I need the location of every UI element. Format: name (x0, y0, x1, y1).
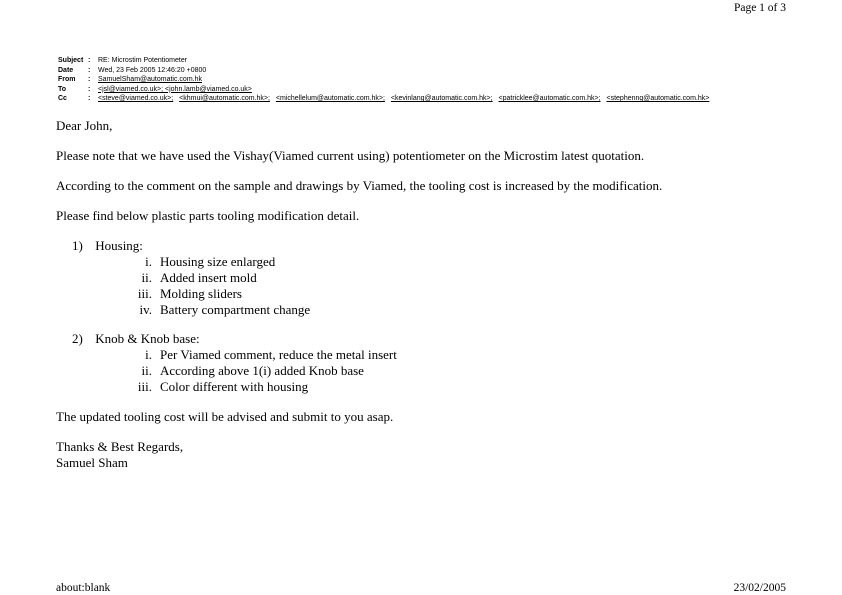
paragraph-vishay: Please note that we have used the Vishay(Viamed current using) potentiometer on the Microstim latest quotation. (56, 148, 645, 163)
section-title: Housing: (95, 238, 143, 253)
separator: : (88, 85, 91, 93)
section-number: 1) (72, 238, 83, 253)
date-value: Wed, 23 Feb 2005 12:46:20 +0800 (98, 66, 207, 74)
section-title: Knob & Knob base: (95, 331, 200, 346)
cc-label: Cc (58, 95, 67, 102)
subject-label: Subject (58, 57, 84, 64)
section-knob-heading (72, 331, 816, 347)
from-label: From (58, 76, 76, 83)
list-numeral: ii. (141, 363, 152, 378)
list-text: Battery compartment change (160, 302, 311, 317)
cc-recipient[interactable]: <stephenng@automatic.com.hk> (606, 95, 710, 102)
cc-recipient[interactable]: <patricklee@automatic.com.hk>; (498, 95, 601, 102)
list-numeral: iv. (139, 302, 152, 317)
list-text: Color different with housing (160, 379, 309, 394)
list-text: Per Viamed comment, reduce the metal insert (160, 347, 397, 362)
list-text: Housing size enlarged (160, 254, 276, 269)
cc-recipient[interactable]: <khmui@automatic.com.hk>; (179, 95, 270, 102)
paragraph-tooling-cost: According to the comment on the sample and drawings by Viamed, the tooling cost is increased by the modification. (56, 178, 663, 193)
to-value[interactable]: <jsl@viamed.co.uk>; <john.lamb@viamed.co.uk> (98, 85, 252, 93)
separator: : (88, 76, 91, 83)
date-row (58, 66, 713, 76)
list-numeral: iii. (137, 379, 152, 394)
subject-row (58, 56, 713, 66)
cc-recipient[interactable]: <kevinlang@automatic.com.hk>; (390, 95, 493, 102)
list-numeral: ii. (141, 270, 152, 285)
list-item (56, 286, 816, 302)
email-body (56, 118, 816, 471)
cc-recipient[interactable]: <steve@viamed.co.uk>; (98, 95, 174, 102)
to-label: To (58, 85, 67, 93)
signoff: Thanks & Best Regards, (56, 439, 184, 454)
list-item (56, 302, 816, 318)
paragraph-closing: The updated tooling cost will be advised and submit to you asap. (56, 409, 394, 424)
cc-recipient[interactable]: <michellelum@automatic.com.hk>; (275, 95, 385, 102)
cc-recipients (98, 94, 713, 104)
footer-date: 23/02/2005 (733, 582, 786, 594)
list-numeral: iii. (137, 286, 152, 301)
subject-value: RE: Microstim Potentiometer (98, 57, 188, 64)
separator: : (88, 66, 91, 74)
list-numeral: i. (145, 254, 152, 269)
paragraph-modification-detail: Please find below plastic parts tooling modification detail. (56, 208, 360, 223)
list-text: Added insert mold (160, 270, 257, 285)
page-indicator: Page 1 of 3 (733, 2, 786, 14)
separator: : (88, 57, 91, 64)
greeting: Dear John, (56, 118, 113, 133)
list-numeral: i. (145, 347, 152, 362)
list-item (56, 347, 816, 363)
signature: Samuel Sham (56, 455, 128, 470)
section-number: 2) (72, 331, 83, 346)
list-text: Molding sliders (160, 286, 242, 301)
cc-row (58, 94, 713, 104)
from-row (58, 75, 713, 85)
list-text: According above 1(i) added Knob base (160, 363, 364, 378)
date-label: Date (58, 66, 74, 74)
to-row (58, 85, 713, 95)
list-item (56, 363, 816, 379)
from-value[interactable]: SamuelSham@automatic.com.hk (98, 76, 202, 83)
list-item (56, 270, 816, 286)
separator: : (88, 95, 91, 102)
section-housing-heading (72, 238, 816, 254)
list-item (56, 379, 816, 395)
email-header (58, 56, 713, 104)
list-item (56, 254, 816, 270)
footer-url: about:blank (56, 582, 111, 594)
